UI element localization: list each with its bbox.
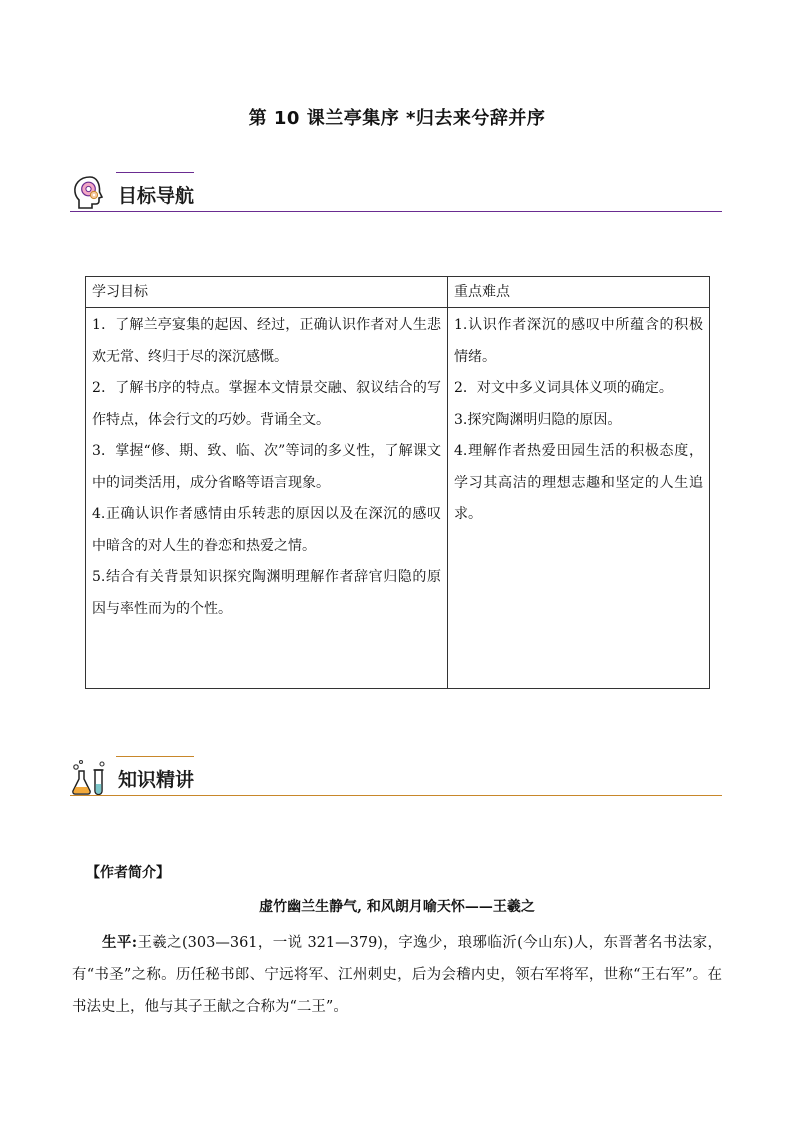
section-title-nav: 目标导航 <box>118 185 195 207</box>
bio-text: 王羲之(303—361，一说 321—379)，字逸少，琅琊临沂(今山东)人，东晋著名书法家，有“书圣”之称。历任秘书郎、宁远将军、江州刺史，后为会稽内史，领右军将军，世称“王右军”。在书法史上，他与其子王献之合称为“二王”。 <box>72 935 722 1015</box>
key-points-cell <box>448 308 710 689</box>
author-subtitle: 虚竹幽兰生静气, 和风朗月喻天怀——王羲之 <box>259 899 535 915</box>
table-header-row <box>86 277 710 308</box>
table-row <box>86 308 710 689</box>
bio-label: 生平: <box>102 934 138 951</box>
list-item: 1.认识作者深沉的感叹中所蕴含的积极情绪。 <box>454 317 703 365</box>
header-key-points: 重点难点 <box>448 277 710 308</box>
section-header-nav <box>70 170 722 212</box>
goals-table <box>85 276 710 689</box>
header-overline <box>116 172 194 173</box>
author-intro-tag: 【作者简介】 <box>86 865 170 881</box>
section-divider <box>70 211 722 212</box>
list-item: 4.正确认识作者感情由乐转悲的原因以及在深沉的感叹中暗含的对人生的眷恋和热爱之情。 <box>92 506 441 554</box>
header-learning-goals: 学习目标 <box>86 277 448 308</box>
list-item: 2．对文中多义词具体义项的确定。 <box>454 380 673 396</box>
list-item: 3.探究陶渊明归隐的原因。 <box>454 411 622 428</box>
learning-goals-cell <box>86 308 448 689</box>
flask-icon <box>70 758 110 796</box>
head-gears-icon <box>70 174 110 212</box>
list-item: 5.结合有关背景知识探究陶渊明理解作者辞官归隐的原因与率性而为的个性。 <box>92 569 441 617</box>
list-item: 3．掌握“修、期、致、临、次”等词的多义性，了解课文中的词类活用，成分省略等语言现象。 <box>92 443 441 491</box>
list-item: 2．了解书序的特点。掌握本文情景交融、叙议结合的写作特点，体会行文的巧妙。背诵全文。 <box>92 380 441 428</box>
section-title-knowledge: 知识精讲 <box>118 769 195 791</box>
page-title: 第 10 课兰亭集序 *归去来兮辞并序 <box>248 108 546 129</box>
section-divider <box>70 795 722 796</box>
author-bio <box>72 927 722 1023</box>
list-item: 1．了解兰亭宴集的起因、经过，正确认识作者对人生悲欢无常、终归于尽的深沉感慨。 <box>92 317 441 365</box>
list-item: 4.理解作者热爱田园生活的积极态度，学习其高洁的理想志趣和坚定的人生追求。 <box>454 443 703 522</box>
header-overline <box>116 756 194 757</box>
section-header-knowledge <box>70 754 722 796</box>
